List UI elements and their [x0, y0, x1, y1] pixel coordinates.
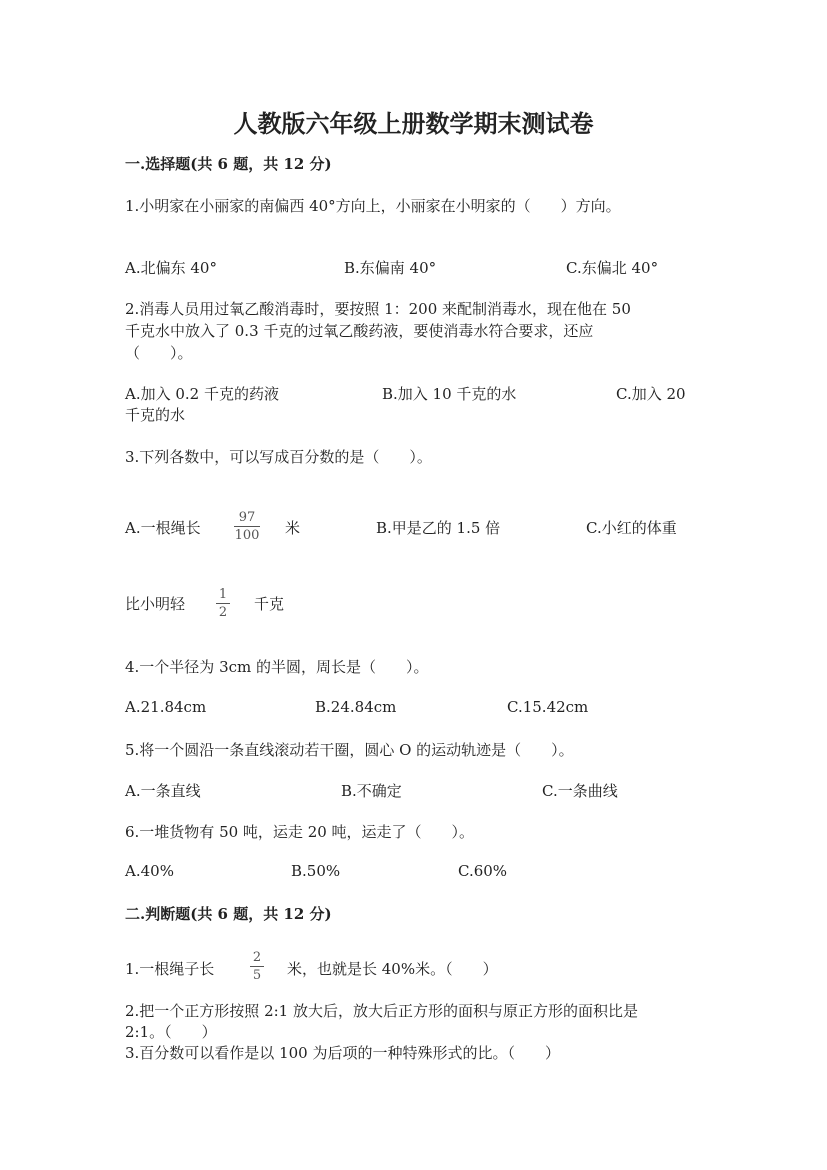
section-heading-judgement: 二.判断题(共 6 题，共 12 分)	[125, 905, 332, 923]
option-a[interactable]: A.一条直线	[125, 782, 201, 800]
option-b[interactable]: B.甲是乙的 1.5 倍	[376, 519, 501, 537]
judgement-1-prefix: 1.一根绳子长	[125, 960, 215, 978]
option-b[interactable]: B.东偏南 40°	[344, 259, 437, 277]
judgement-1-suffix: 米，也就是长 40%米。（ ）	[287, 960, 498, 978]
option-c[interactable]: C.一条曲线	[542, 782, 618, 800]
question-6-stem: 6.一堆货物有 50 吨，运走 20 吨，运走了（ ）。	[125, 823, 475, 841]
judgement-2-line2: 2:1。（ ）	[125, 1023, 217, 1041]
fraction-bar	[250, 966, 264, 967]
page-title: 人教版六年级上册数学期末测试卷	[233, 109, 594, 138]
option-a[interactable]: A.加入 0.2 千克的药液	[125, 385, 279, 403]
question-1-stem: 1.小明家在小丽家的南偏西 40°方向上，小丽家在小明家的（ ）方向。	[125, 197, 621, 215]
question-5-stem: 5.将一个圆沿一条直线滚动若干圈，圆心 O 的运动轨迹是（ ）。	[125, 741, 574, 759]
option-c-continued: 比小明轻	[125, 595, 186, 613]
option-b[interactable]: B.加入 10 千克的水	[382, 385, 517, 403]
question-3-stem: 3.下列各数中，可以写成百分数的是（ ）。	[125, 448, 432, 466]
option-b[interactable]: B.24.84cm	[315, 698, 397, 716]
fraction-bar	[216, 603, 230, 604]
fraction-denominator: 5	[252, 968, 262, 983]
section-heading-choice: 一.选择题(共 6 题，共 12 分)	[125, 155, 332, 173]
question-4-stem: 4.一个半径为 3cm 的半圆，周长是（ ）。	[125, 658, 429, 676]
fraction-97-100	[234, 511, 260, 543]
question-2-stem-line3: （ ）。	[125, 344, 193, 362]
option-a[interactable]: A.21.84cm	[125, 698, 207, 716]
option-c[interactable]: C.加入 20	[616, 385, 686, 403]
fraction-bar	[234, 526, 260, 527]
fraction-2-5	[250, 951, 264, 983]
option-b[interactable]: B.不确定	[341, 782, 402, 800]
option-c[interactable]: C.60%	[458, 862, 508, 880]
option-b[interactable]: B.50%	[291, 862, 341, 880]
option-c-unit: 千克	[254, 595, 285, 613]
question-2-stem-line2: 千克水中放入了 0.3 千克的过氧乙酸药液，要使消毒水符合要求，还应	[125, 322, 594, 340]
fraction-denominator: 2	[218, 605, 228, 620]
fraction-numerator: 2	[252, 950, 262, 965]
fraction-numerator: 1	[218, 587, 228, 602]
option-a[interactable]: A.北偏东 40°	[125, 259, 217, 277]
fraction-denominator: 100	[234, 528, 260, 543]
question-2-stem-line1: 2.消毒人员用过氧乙酸消毒时，要按照 1：200 来配制消毒水，现在他在 50	[125, 300, 631, 318]
judgement-3-stem: 3.百分数可以看作是以 100 为后项的一种特殊形式的比。（ ）	[125, 1044, 560, 1062]
fraction-numerator: 97	[238, 510, 256, 525]
option-a-unit: 米	[285, 519, 301, 537]
option-c-continued: 千克的水	[125, 406, 186, 424]
option-a-prefix[interactable]: A.一根绳长	[125, 519, 201, 537]
fraction-1-2	[216, 588, 230, 620]
judgement-2-line1: 2.把一个正方形按照 2:1 放大后，放大后正方形的面积与原正方形的面积比是	[125, 1002, 638, 1020]
option-c[interactable]: C.东偏北 40°	[566, 259, 659, 277]
option-c[interactable]: C.15.42cm	[507, 698, 589, 716]
option-c[interactable]: C.小红的体重	[586, 519, 677, 537]
option-a[interactable]: A.40%	[125, 862, 174, 880]
